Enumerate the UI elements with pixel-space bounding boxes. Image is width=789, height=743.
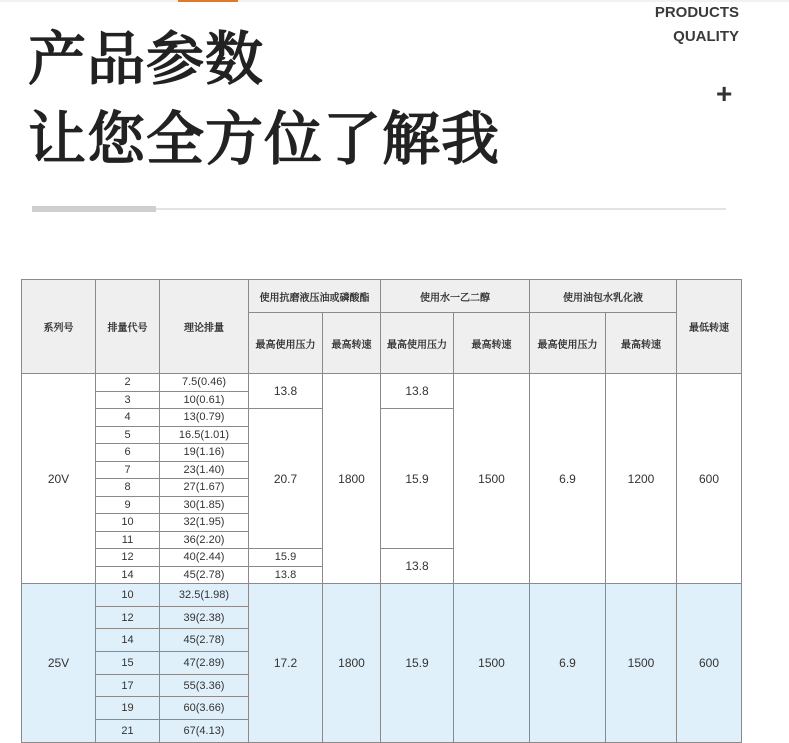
code-cell: 12 [96, 549, 160, 567]
g2-pressure-cell: 13.8 [381, 374, 454, 409]
header-group-glycol: 使用水一乙二醇 [381, 280, 530, 313]
g3-pressure-cell: 6.9 [530, 374, 606, 584]
theory-cell: 7.5(0.46) [160, 374, 249, 392]
page-title: 产品参数 [28, 25, 265, 93]
code-cell: 6 [96, 444, 160, 462]
theory-cell: 32(1.95) [160, 514, 249, 532]
parameter-table-container [21, 279, 741, 737]
header-code: 排量代号 [96, 280, 160, 374]
theory-cell: 45(2.78) [160, 566, 249, 584]
code-cell: 3 [96, 391, 160, 409]
theory-cell: 32.5(1.98) [160, 584, 249, 607]
g3-pressure-cell: 6.9 [530, 584, 606, 743]
g1-pressure-cell: 13.8 [249, 566, 323, 584]
code-cell: 7 [96, 461, 160, 479]
header-group-emulsion: 使用油包水乳化液 [530, 280, 677, 313]
header-g3-speed: 最高转速 [606, 313, 677, 374]
g2-pressure-cell: 15.9 [381, 584, 454, 743]
header-series: 系列号 [22, 280, 96, 374]
theory-cell: 45(2.78) [160, 629, 249, 652]
table-row [22, 584, 742, 607]
theory-cell: 10(0.61) [160, 391, 249, 409]
divider-accent [32, 206, 156, 212]
g1-pressure-cell: 17.2 [249, 584, 323, 743]
header-g2-pressure: 最高使用压力 [381, 313, 454, 374]
series-name: 25V [22, 584, 96, 743]
g1-pressure-cell: 20.7 [249, 409, 323, 549]
theory-cell: 39(2.38) [160, 606, 249, 629]
header-group-antiwear: 使用抗磨液压油或磷酸酯 [249, 280, 381, 313]
theory-cell: 13(0.79) [160, 409, 249, 427]
code-cell: 12 [96, 606, 160, 629]
table-row [22, 374, 742, 392]
header-theory: 理论排量 [160, 280, 249, 374]
min-speed-cell: 600 [677, 584, 742, 743]
quality-label: QUALITY [673, 28, 739, 45]
top-accent-line [178, 0, 238, 2]
theory-cell: 23(1.40) [160, 461, 249, 479]
code-cell: 10 [96, 514, 160, 532]
theory-cell: 47(2.89) [160, 652, 249, 675]
header-g2-speed: 最高转速 [454, 313, 530, 374]
g1-pressure-cell: 13.8 [249, 374, 323, 409]
parameter-table [21, 279, 742, 743]
g2-pressure-cell: 13.8 [381, 549, 454, 584]
top-border-line [0, 0, 789, 2]
code-cell: 19 [96, 697, 160, 720]
plus-icon: + [716, 78, 733, 109]
theory-cell: 60(3.66) [160, 697, 249, 720]
theory-cell: 36(2.20) [160, 531, 249, 549]
theory-cell: 19(1.16) [160, 444, 249, 462]
code-cell: 10 [96, 584, 160, 607]
code-cell: 17 [96, 674, 160, 697]
header-g1-pressure: 最高使用压力 [249, 313, 323, 374]
theory-cell: 40(2.44) [160, 549, 249, 567]
series-name: 20V [22, 374, 96, 584]
code-cell: 4 [96, 409, 160, 427]
g3-speed-cell: 1500 [606, 584, 677, 743]
code-cell: 8 [96, 479, 160, 497]
theory-cell: 55(3.36) [160, 674, 249, 697]
code-cell: 14 [96, 566, 160, 584]
code-cell: 2 [96, 374, 160, 392]
g2-speed-cell: 1500 [454, 584, 530, 743]
products-label: PRODUCTS [654, 4, 739, 21]
theory-cell: 27(1.67) [160, 479, 249, 497]
code-cell: 21 [96, 720, 160, 743]
page-subtitle: 让您全方位了解我 [28, 105, 501, 173]
series-20v [22, 374, 742, 584]
code-cell: 9 [96, 496, 160, 514]
theory-cell: 16.5(1.01) [160, 426, 249, 444]
g2-pressure-cell: 15.9 [381, 409, 454, 549]
code-cell: 11 [96, 531, 160, 549]
theory-cell: 30(1.85) [160, 496, 249, 514]
header-min-speed: 最低转速 [677, 280, 742, 374]
header-g1-speed: 最高转速 [323, 313, 381, 374]
min-speed-cell: 600 [677, 374, 742, 584]
code-cell: 14 [96, 629, 160, 652]
theory-cell: 67(4.13) [160, 720, 249, 743]
g1-speed-cell: 1800 [323, 584, 381, 743]
g2-speed-cell: 1500 [454, 374, 530, 584]
code-cell: 15 [96, 652, 160, 675]
g1-pressure-cell: 15.9 [249, 549, 323, 567]
header-g3-pressure: 最高使用压力 [530, 313, 606, 374]
series-25v [22, 584, 742, 743]
g3-speed-cell: 1200 [606, 374, 677, 584]
g1-speed-cell: 1800 [323, 374, 381, 584]
code-cell: 5 [96, 426, 160, 444]
